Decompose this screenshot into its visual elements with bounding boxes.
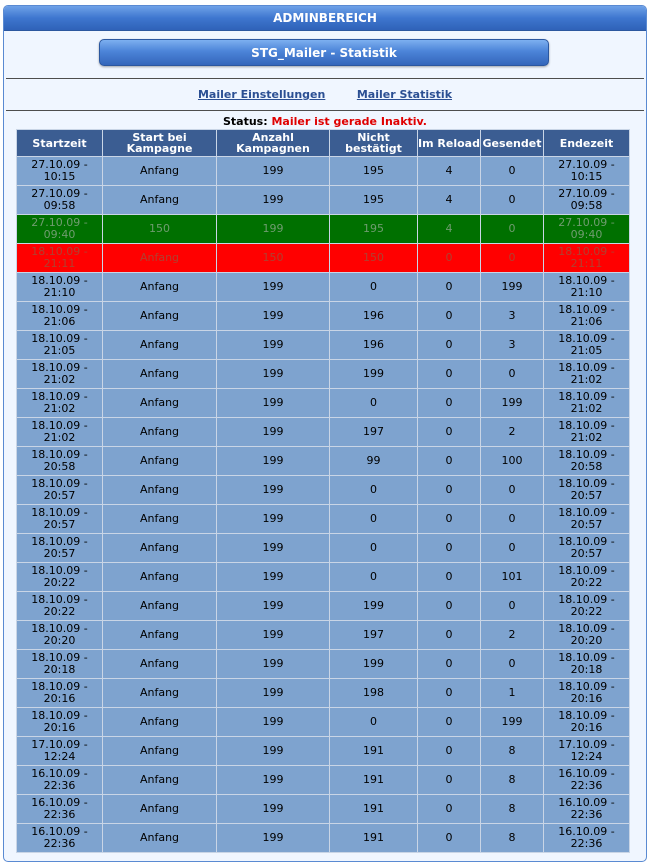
nicht-bestaetigt-cell: 195 (330, 157, 417, 185)
start-bei-cell: Anfang (103, 331, 216, 359)
table-row (17, 447, 629, 475)
gesendet-cell: 8 (481, 766, 543, 794)
endezeit-cell: 18.10.09 - 21:06 (544, 302, 629, 330)
table-row (17, 273, 629, 301)
endezeit-cell: 18.10.09 - 20:57 (544, 534, 629, 562)
start-bei-cell: Anfang (103, 273, 216, 301)
start-bei-cell: Anfang (103, 447, 216, 475)
start-bei-cell: Anfang (103, 302, 216, 330)
nicht-bestaetigt-cell: 199 (330, 592, 417, 620)
im-reload-cell: 0 (418, 766, 480, 794)
table-row (17, 244, 629, 272)
start-bei-cell: Anfang (103, 244, 216, 272)
table-row (17, 563, 629, 591)
startzeit-cell: 16.10.09 - 22:36 (17, 766, 102, 794)
gesendet-cell: 3 (481, 302, 543, 330)
endezeit-cell: 18.10.09 - 21:02 (544, 418, 629, 446)
startzeit-cell: 18.10.09 - 20:57 (17, 505, 102, 533)
anzahl-cell: 199 (217, 563, 329, 591)
anzahl-cell: 150 (217, 244, 329, 272)
table-row (17, 679, 629, 707)
nicht-bestaetigt-cell: 196 (330, 302, 417, 330)
gesendet-cell: 0 (481, 360, 543, 388)
anzahl-cell: 199 (217, 360, 329, 388)
gesendet-cell: 199 (481, 273, 543, 301)
anzahl-cell: 199 (217, 186, 329, 214)
status-value: Mailer ist gerade Inaktiv. (271, 115, 427, 128)
endezeit-cell: 27.10.09 - 10:15 (544, 157, 629, 185)
gesendet-cell: 0 (481, 650, 543, 678)
nicht-bestaetigt-cell: 0 (330, 563, 417, 591)
anzahl-cell: 199 (217, 592, 329, 620)
im-reload-cell: 0 (418, 360, 480, 388)
endezeit-cell: 18.10.09 - 20:58 (544, 447, 629, 475)
nicht-bestaetigt-cell: 199 (330, 650, 417, 678)
anzahl-cell: 199 (217, 215, 329, 243)
table-row (17, 534, 629, 562)
start-bei-cell: Anfang (103, 360, 216, 388)
startzeit-cell: 16.10.09 - 22:36 (17, 795, 102, 823)
im-reload-cell: 0 (418, 824, 480, 852)
table-row (17, 215, 629, 243)
startzeit-cell: 18.10.09 - 21:11 (17, 244, 102, 272)
nicht-bestaetigt-cell: 0 (330, 534, 417, 562)
startzeit-cell: 27.10.09 - 10:15 (17, 157, 102, 185)
im-reload-cell: 0 (418, 273, 480, 301)
im-reload-cell: 0 (418, 505, 480, 533)
nicht-bestaetigt-cell: 199 (330, 360, 417, 388)
startzeit-cell: 18.10.09 - 20:22 (17, 592, 102, 620)
start-bei-cell: Anfang (103, 650, 216, 678)
startzeit-cell: 18.10.09 - 20:16 (17, 679, 102, 707)
endezeit-cell: 16.10.09 - 22:36 (544, 766, 629, 794)
endezeit-cell: 18.10.09 - 20:22 (544, 592, 629, 620)
startzeit-cell: 17.10.09 - 12:24 (17, 737, 102, 765)
startzeit-cell: 18.10.09 - 21:02 (17, 418, 102, 446)
start-bei-cell: Anfang (103, 592, 216, 620)
startzeit-cell: 18.10.09 - 20:58 (17, 447, 102, 475)
startzeit-cell: 27.10.09 - 09:40 (17, 215, 102, 243)
im-reload-cell: 0 (418, 244, 480, 272)
startzeit-cell: 18.10.09 - 21:10 (17, 273, 102, 301)
nicht-bestaetigt-cell: 191 (330, 795, 417, 823)
gesendet-cell: 0 (481, 505, 543, 533)
gesendet-cell: 0 (481, 476, 543, 504)
nicht-bestaetigt-cell: 0 (330, 708, 417, 736)
gesendet-cell: 101 (481, 563, 543, 591)
nicht-bestaetigt-cell: 196 (330, 331, 417, 359)
anzahl-cell: 199 (217, 157, 329, 185)
table-row (17, 621, 629, 649)
table-row (17, 418, 629, 446)
anzahl-cell: 199 (217, 679, 329, 707)
table-row (17, 708, 629, 736)
startzeit-cell: 18.10.09 - 21:06 (17, 302, 102, 330)
im-reload-cell: 0 (418, 389, 480, 417)
im-reload-cell: 0 (418, 621, 480, 649)
header-im-reload: Im Reload (418, 130, 480, 156)
start-bei-cell: Anfang (103, 157, 216, 185)
nicht-bestaetigt-cell: 191 (330, 824, 417, 852)
mailer-einstellungen-link[interactable]: Mailer Einstellungen (197, 88, 326, 101)
anzahl-cell: 199 (217, 273, 329, 301)
startzeit-cell: 18.10.09 - 20:16 (17, 708, 102, 736)
mailer-statistik-button[interactable]: STG_Mailer - Statistik (99, 39, 549, 66)
nicht-bestaetigt-cell: 150 (330, 244, 417, 272)
im-reload-cell: 0 (418, 418, 480, 446)
endezeit-cell: 16.10.09 - 22:36 (544, 824, 629, 852)
startzeit-cell: 18.10.09 - 21:02 (17, 360, 102, 388)
im-reload-cell: 0 (418, 563, 480, 591)
anzahl-cell: 199 (217, 795, 329, 823)
table-row (17, 592, 629, 620)
table-row (17, 766, 629, 794)
gesendet-cell: 0 (481, 157, 543, 185)
endezeit-cell: 16.10.09 - 22:36 (544, 795, 629, 823)
nicht-bestaetigt-cell: 191 (330, 766, 417, 794)
table-row (17, 476, 629, 504)
statistics-table (16, 129, 630, 853)
start-bei-cell: Anfang (103, 505, 216, 533)
nicht-bestaetigt-cell: 0 (330, 389, 417, 417)
nicht-bestaetigt-cell: 99 (330, 447, 417, 475)
start-bei-cell: Anfang (103, 795, 216, 823)
im-reload-cell: 0 (418, 476, 480, 504)
gesendet-cell: 8 (481, 795, 543, 823)
start-bei-cell: Anfang (103, 534, 216, 562)
table-row (17, 650, 629, 678)
start-bei-cell: Anfang (103, 708, 216, 736)
start-bei-cell: Anfang (103, 476, 216, 504)
anzahl-cell: 199 (217, 534, 329, 562)
endezeit-cell: 18.10.09 - 20:57 (544, 505, 629, 533)
anzahl-cell: 199 (217, 331, 329, 359)
startzeit-cell: 18.10.09 - 20:57 (17, 534, 102, 562)
start-bei-cell: Anfang (103, 389, 216, 417)
gesendet-cell: 0 (481, 244, 543, 272)
gesendet-cell: 8 (481, 737, 543, 765)
im-reload-cell: 4 (418, 186, 480, 214)
endezeit-cell: 18.10.09 - 21:05 (544, 331, 629, 359)
endezeit-cell: 18.10.09 - 20:20 (544, 621, 629, 649)
gesendet-cell: 199 (481, 389, 543, 417)
im-reload-cell: 0 (418, 795, 480, 823)
anzahl-cell: 199 (217, 621, 329, 649)
table-row (17, 505, 629, 533)
im-reload-cell: 0 (418, 447, 480, 475)
anzahl-cell: 199 (217, 708, 329, 736)
anzahl-cell: 199 (217, 302, 329, 330)
gesendet-cell: 2 (481, 621, 543, 649)
gesendet-cell: 0 (481, 215, 543, 243)
header-startzeit: Startzeit (17, 130, 102, 156)
status-label: Status: (222, 115, 268, 128)
startzeit-cell: 18.10.09 - 21:05 (17, 331, 102, 359)
startzeit-cell: 18.10.09 - 20:18 (17, 650, 102, 678)
gesendet-cell: 0 (481, 186, 543, 214)
gesendet-cell: 0 (481, 534, 543, 562)
im-reload-cell: 0 (418, 592, 480, 620)
endezeit-cell: 18.10.09 - 20:16 (544, 708, 629, 736)
startzeit-cell: 16.10.09 - 22:36 (17, 824, 102, 852)
anzahl-cell: 199 (217, 389, 329, 417)
startzeit-cell: 27.10.09 - 09:58 (17, 186, 102, 214)
gesendet-cell: 8 (481, 824, 543, 852)
startzeit-cell: 18.10.09 - 20:22 (17, 563, 102, 591)
im-reload-cell: 4 (418, 215, 480, 243)
nicht-bestaetigt-cell: 0 (330, 505, 417, 533)
divider-bottom (6, 110, 644, 111)
table-row (17, 186, 629, 214)
anzahl-cell: 199 (217, 737, 329, 765)
nicht-bestaetigt-cell: 195 (330, 215, 417, 243)
anzahl-cell: 199 (217, 505, 329, 533)
start-bei-cell: Anfang (103, 186, 216, 214)
header-area (4, 31, 646, 78)
start-bei-cell: Anfang (103, 418, 216, 446)
endezeit-cell: 27.10.09 - 09:40 (544, 215, 629, 243)
endezeit-cell: 18.10.09 - 21:02 (544, 360, 629, 388)
anzahl-cell: 199 (217, 766, 329, 794)
window-title: ADMINBEREICH (4, 6, 646, 31)
table-row (17, 795, 629, 823)
gesendet-cell: 0 (481, 592, 543, 620)
table-row (17, 389, 629, 417)
im-reload-cell: 0 (418, 650, 480, 678)
startzeit-cell: 18.10.09 - 21:02 (17, 389, 102, 417)
nicht-bestaetigt-cell: 0 (330, 273, 417, 301)
gesendet-cell: 1 (481, 679, 543, 707)
nicht-bestaetigt-cell: 0 (330, 476, 417, 504)
endezeit-cell: 18.10.09 - 20:57 (544, 476, 629, 504)
header-endezeit: Endezeit (544, 130, 629, 156)
gesendet-cell: 3 (481, 331, 543, 359)
anzahl-cell: 199 (217, 418, 329, 446)
status-line (4, 115, 646, 128)
im-reload-cell: 0 (418, 331, 480, 359)
start-bei-cell: Anfang (103, 824, 216, 852)
im-reload-cell: 0 (418, 737, 480, 765)
anzahl-cell: 199 (217, 650, 329, 678)
nicht-bestaetigt-cell: 197 (330, 621, 417, 649)
startzeit-cell: 18.10.09 - 20:20 (17, 621, 102, 649)
endezeit-cell: 18.10.09 - 20:16 (544, 679, 629, 707)
anzahl-cell: 199 (217, 447, 329, 475)
table-header-row (17, 130, 629, 156)
start-bei-cell: 150 (103, 215, 216, 243)
table-row (17, 302, 629, 330)
endezeit-cell: 18.10.09 - 21:10 (544, 273, 629, 301)
nicht-bestaetigt-cell: 195 (330, 186, 417, 214)
start-bei-cell: Anfang (103, 766, 216, 794)
endezeit-cell: 18.10.09 - 20:22 (544, 563, 629, 591)
start-bei-cell: Anfang (103, 563, 216, 591)
start-bei-cell: Anfang (103, 737, 216, 765)
anzahl-cell: 199 (217, 476, 329, 504)
gesendet-cell: 199 (481, 708, 543, 736)
nicht-bestaetigt-cell: 197 (330, 418, 417, 446)
header-start-bei-kampagne: Start bei Kampagne (103, 130, 216, 156)
table-row (17, 824, 629, 852)
table-row (17, 360, 629, 388)
im-reload-cell: 0 (418, 708, 480, 736)
gesendet-cell: 100 (481, 447, 543, 475)
table-row (17, 157, 629, 185)
im-reload-cell: 0 (418, 679, 480, 707)
header-anzahl-kampagnen: Anzahl Kampagnen (217, 130, 329, 156)
start-bei-cell: Anfang (103, 621, 216, 649)
startzeit-cell: 18.10.09 - 20:57 (17, 476, 102, 504)
table-row (17, 331, 629, 359)
endezeit-cell: 18.10.09 - 21:02 (544, 389, 629, 417)
start-bei-cell: Anfang (103, 679, 216, 707)
nav-links (4, 79, 646, 110)
anzahl-cell: 199 (217, 824, 329, 852)
table-row (17, 737, 629, 765)
endezeit-cell: 17.10.09 - 12:24 (544, 737, 629, 765)
gesendet-cell: 2 (481, 418, 543, 446)
im-reload-cell: 4 (418, 157, 480, 185)
im-reload-cell: 0 (418, 534, 480, 562)
endezeit-cell: 18.10.09 - 20:18 (544, 650, 629, 678)
header-gesendet: Gesendet (481, 130, 543, 156)
nicht-bestaetigt-cell: 191 (330, 737, 417, 765)
endezeit-cell: 18.10.09 - 21:11 (544, 244, 629, 272)
im-reload-cell: 0 (418, 302, 480, 330)
endezeit-cell: 27.10.09 - 09:58 (544, 186, 629, 214)
header-nicht-bestaetigt: Nicht bestätigt (330, 130, 417, 156)
admin-panel (3, 5, 647, 862)
mailer-statistik-link[interactable]: Mailer Statistik (356, 88, 453, 101)
nicht-bestaetigt-cell: 198 (330, 679, 417, 707)
